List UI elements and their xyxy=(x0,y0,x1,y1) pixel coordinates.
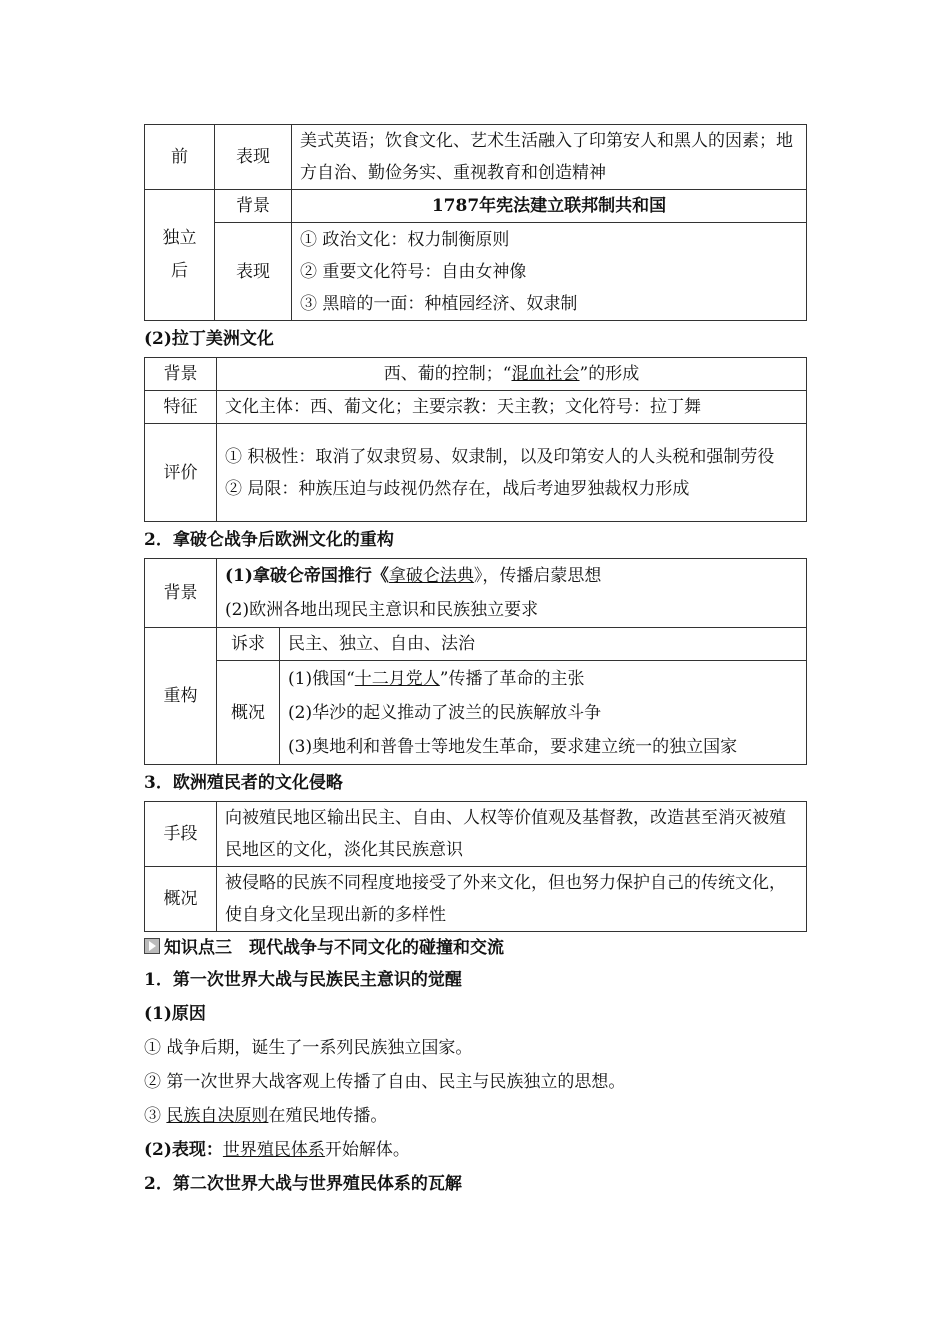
cause-item-1: ① 战争后期，诞生了一系列民族独立国家。 xyxy=(144,1038,473,1058)
cell-means-label: 手段 xyxy=(145,802,217,867)
cultural-invasion-table xyxy=(144,801,807,932)
cell-background-label: 背景 xyxy=(145,358,217,391)
background-item-2: (2)欧洲各地出现民主意识和民族独立要求 xyxy=(225,600,539,620)
after-independence-label: 独立后 xyxy=(162,228,197,281)
cell-feature-label: 特征 xyxy=(145,391,217,424)
overview-item-2: (2)华沙的起义推动了波兰的民族解放斗争 xyxy=(288,702,602,723)
performance-item: ② 重要文化符号：自由女神像 xyxy=(300,261,527,282)
background-text: 西、葡的控制；“ xyxy=(383,364,512,384)
cell-background-label: 背景 xyxy=(145,559,217,628)
cell-background-content: 1787年宪法建立联邦制共和国 xyxy=(292,190,807,223)
self-determination-term: 民族自决原则 xyxy=(166,1106,269,1126)
play-triangle-icon xyxy=(144,938,160,954)
performance-text: 开始解体。 xyxy=(324,1140,410,1160)
page-content xyxy=(144,124,807,1201)
cell-means-content: 向被殖民地区输出民主、自由、人权等价值观及基督教，改造甚至消灭被殖民地区的文化，淡化其民族意识 xyxy=(217,802,807,867)
performance-item: ① 政治文化：权力制衡原则 xyxy=(300,229,510,250)
cell-feature-content: 文化主体：西、葡文化；主要宗教：天主教；文化符号：拉丁舞 xyxy=(217,391,807,424)
background-text-end: ”的形成 xyxy=(579,364,640,384)
cause-label-text: (1)原因 xyxy=(144,1004,206,1024)
performance-prefix: (2)表现： xyxy=(144,1140,223,1160)
evaluation-positive: ① 积极性：取消了奴隶贸易、奴隶制，以及印第安人的人头税和强制劳役 xyxy=(225,446,775,467)
background-item-text: (1)拿破仑帝国推行《 xyxy=(225,566,389,586)
cell-performance-after-label: 表现 xyxy=(215,223,292,321)
knowledge-point-text: 知识点三 现代战争与不同文化的碰撞和交流 xyxy=(164,938,504,958)
cell-reconstruction-label: 重构 xyxy=(145,628,217,765)
background-item-text-end: 》，传播启蒙思想 xyxy=(473,566,602,586)
background-item-1 xyxy=(225,559,798,593)
evaluation-limit: ② 局限：种族压迫与歧视仍然存在，战后考迪罗独裁权力形成 xyxy=(225,478,690,499)
cell-background-content xyxy=(217,358,807,391)
cell-overview-content xyxy=(280,661,807,765)
cell-performance-before: 美式英语；饮食文化、艺术生活融入了印第安人和黑人的因素；地方自治、勤俭务实、重视教育和创造精神 xyxy=(292,125,807,190)
cell-background-content xyxy=(217,559,807,628)
overview-item-1 xyxy=(288,662,798,696)
performance-item: ③ 黑暗的一面：种植园经济、奴隶制 xyxy=(300,293,578,314)
cell-demand-label: 诉求 xyxy=(217,628,280,661)
cell-background-label: 背景 xyxy=(215,190,292,223)
cause-label xyxy=(144,997,807,1031)
europe-reconstruction-table xyxy=(144,558,807,765)
cell-demand-content: 民主、独立、自由、法治 xyxy=(280,628,807,661)
knowledge-point-title xyxy=(144,933,807,963)
cause-item-3-prefix: ③ xyxy=(144,1106,167,1126)
cause-item-3-text: 在殖民地传播。 xyxy=(268,1106,388,1126)
cell-performance-label: 表现 xyxy=(215,125,292,190)
latin-america-heading: (2)拉丁美洲文化 xyxy=(144,329,274,349)
cell-evaluation-content xyxy=(217,424,807,522)
overview-text-end: ”传播了革命的主张 xyxy=(439,668,585,689)
cell-performance-after xyxy=(292,223,807,321)
cell-before: 前 xyxy=(145,125,215,190)
overview-text: (1)俄国“ xyxy=(288,668,355,689)
overview-item-3: (3)奥地利和普鲁士等地发生革命，要求建立统一的独立国家 xyxy=(288,736,738,757)
decembrists-term: 十二月党人 xyxy=(354,668,440,689)
performance-line xyxy=(144,1133,807,1167)
cell-overview-content: 被侵略的民族不同程度地接受了外来文化，但也努力保护自己的传统文化，使自身文化呈现出新的多样性 xyxy=(217,867,807,932)
cause-item-2: ② 第一次世界大战客观上传播了自由、民主与民族独立的思想。 xyxy=(144,1072,626,1092)
section-heading-3: 3．欧洲殖民者的文化侵略 xyxy=(144,773,343,793)
mixed-society-term: 混血社会 xyxy=(511,364,580,384)
cell-after-independence xyxy=(145,190,215,321)
cell-overview-label: 概况 xyxy=(217,661,280,765)
cell-overview-label: 概况 xyxy=(145,867,217,932)
cell-evaluation-label: 评价 xyxy=(145,424,217,522)
us-culture-table xyxy=(144,124,807,321)
colonial-system-term: 世界殖民体系 xyxy=(222,1140,325,1160)
cause-item-3 xyxy=(144,1099,807,1133)
section-heading-5: 2．第二次世界大战与世界殖民体系的瓦解 xyxy=(144,1174,462,1194)
napoleonic-code-term: 拿破仑法典 xyxy=(388,566,474,586)
latin-culture-table xyxy=(144,357,807,522)
section-heading-2: 2．拿破仑战争后欧洲文化的重构 xyxy=(144,530,394,550)
section-heading-4: 1．第一次世界大战与民族民主意识的觉醒 xyxy=(144,970,462,990)
